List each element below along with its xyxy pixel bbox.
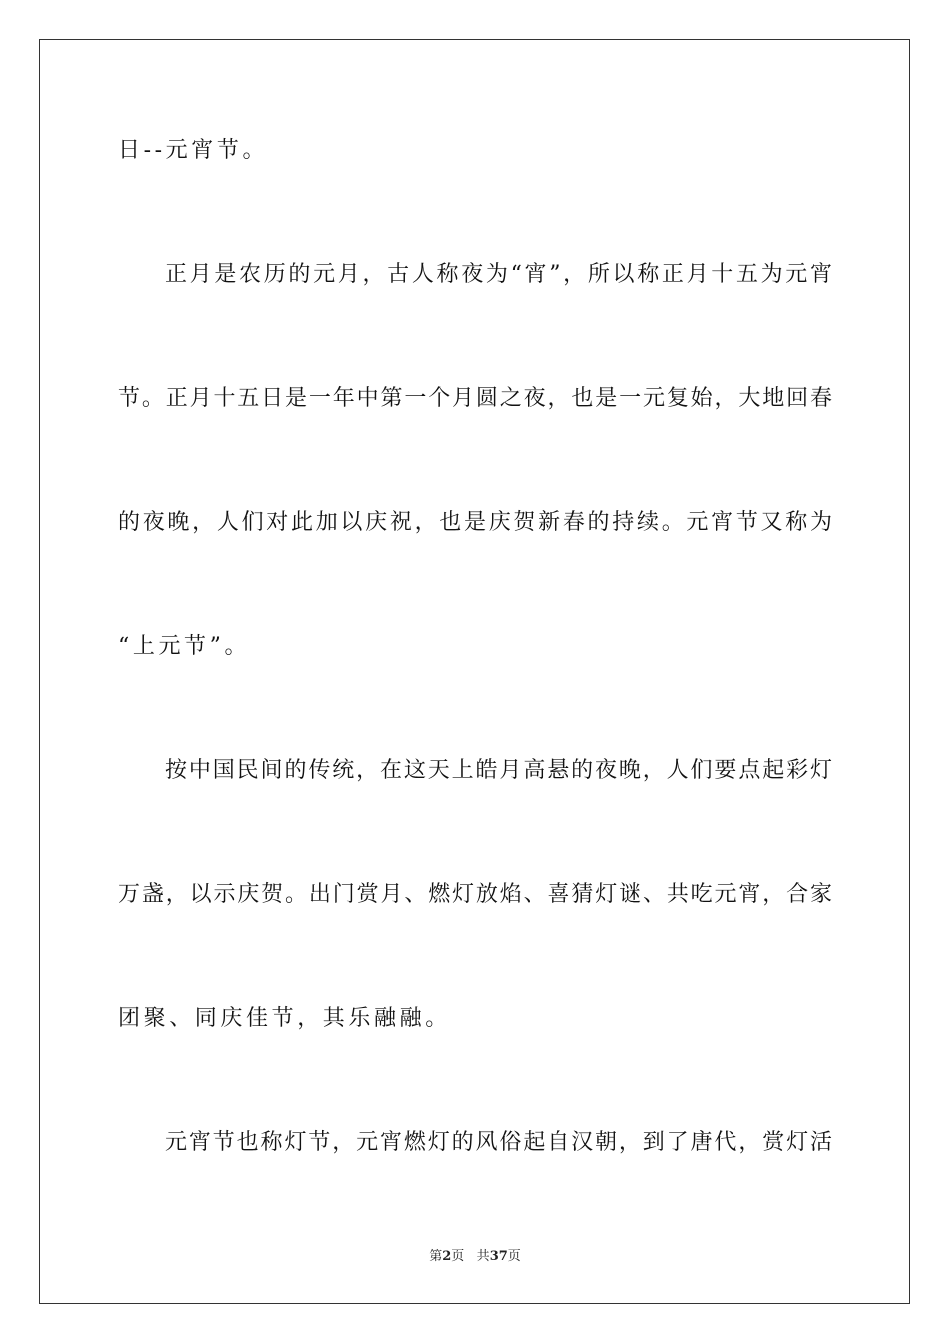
paragraph-1-line-1: 正月是农历的元月，古人称夜为“宵”，所以称正月十五为元宵 [165,262,832,287]
total-suffix: 页 [507,1249,521,1264]
paragraph-2-line-3: 团聚、同庆佳节，其乐融融。 [118,1006,451,1031]
paragraph-2-line-1: 按中国民间的传统，在这天上皓月高悬的夜晚，人们要点起彩灯 [165,758,832,783]
paragraph-2-line-2: 万盏，以示庆贺。出门赏月、燃灯放焰、喜猜灯谜、共吃元宵，合家 [118,882,832,907]
page-prefix: 第 [429,1249,443,1264]
page-border [39,39,910,1304]
total-pages: 37 [489,1249,508,1264]
paragraph-1-line-4: “上元节”。 [118,634,251,659]
page-number: 2 [442,1249,452,1264]
paragraph-1-line-2: 节。正月十五日是一年中第一个月圆之夜，也是一元复始，大地回春 [118,386,832,411]
text-line-1: 日--元宵节。 [118,138,269,163]
paragraph-1-line-3: 的夜晚，人们对此加以庆祝，也是庆贺新春的持续。元宵节又称为 [118,510,832,535]
page-suffix: 页 [451,1249,465,1264]
page-footer [0,1248,950,1266]
total-prefix: 共 [476,1249,490,1264]
paragraph-3-line-1: 元宵节也称灯节，元宵燃灯的风俗起自汉朝，到了唐代，赏灯活 [165,1130,832,1155]
